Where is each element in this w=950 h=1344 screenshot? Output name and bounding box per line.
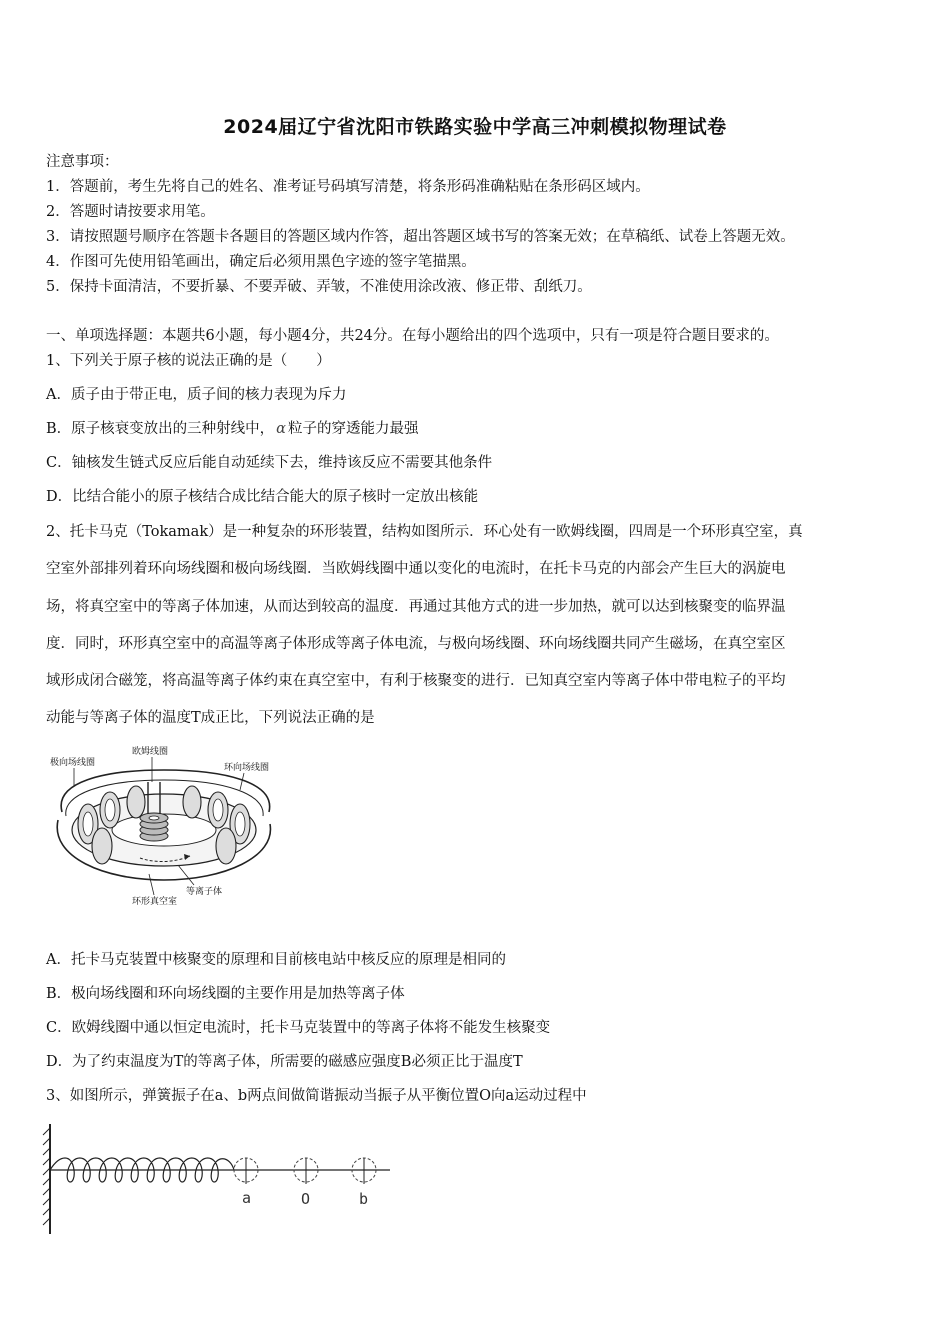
label-poloidal-coil: 极向场线圈 [50, 758, 96, 768]
point-label-a: a [242, 1189, 252, 1207]
q2-option-d: D．为了约束温度为T的等离子体，所需要的磁感应强度B必须正比于温度T [46, 1054, 523, 1070]
q1-option-d: D．比结合能小的原子核结合成比结合能大的原子核时一定放出核能 [46, 489, 479, 505]
label-toroidal-coil: 环向场线圈 [224, 763, 270, 773]
question-2-stem-line: 空室外部排列着环向场线圈和极向场线圈．当欧姆线圈中通以变化的电流时，在托卡马克的内部会产生巨大的涡旋电 [46, 561, 786, 577]
q1-option-b [46, 419, 418, 439]
q1-option-b-text: B．原子核衰变放出的三种射线中， [46, 421, 275, 437]
point-label-o: O [301, 1190, 311, 1208]
q1-option-b-tail: 粒子的穿透能力最强 [287, 421, 419, 437]
notice-item: 1．答题前，考生先将自己的姓名、准考证号码填写清楚，将条形码准确粘贴在条形码区域内。 [46, 179, 650, 195]
question-1-stem: 1、下列关于原子核的说法正确的是（ ） [46, 353, 331, 369]
question-2-stem-line: 度．同时，环形真空室中的高温等离子体形成等离子体电流，与极向场线圈、环向场线圈共同产生磁场，在真空室区 [46, 636, 786, 652]
question-3-stem: 3、如图所示，弹簧振子在a、b两点间做简谐振动当振子从平衡位置O向a运动过程中 [46, 1088, 587, 1104]
section-heading: 一、单项选择题：本题共6小题，每小题4分，共24分。在每小题给出的四个选项中，只有一项是符合题目要求的。 [46, 328, 779, 344]
notice-item: 4．作图可先使用铅笔画出，确定后必须用黑色字迹的签字笔描黑。 [46, 254, 476, 270]
page-title: 2024届辽宁省沈阳市铁路实验中学高三冲刺模拟物理试卷 [223, 116, 727, 138]
label-vacuum-chamber: 环形真空室 [132, 897, 178, 907]
q1-option-a: A．质子由于带正电，质子间的核力表现为斥力 [46, 387, 347, 403]
alpha-symbol: α [276, 421, 286, 437]
label-plasma: 等离子体 [186, 887, 223, 897]
q2-option-b: B．极向场线圈和环向场线圈的主要作用是加热等离子体 [46, 986, 405, 1002]
point-label-b: b [359, 1190, 369, 1208]
q1-option-c: C．铀核发生链式反应后能自动延续下去，维持该反应不需要其他条件 [46, 455, 493, 471]
notice-heading: 注意事项： [46, 154, 119, 170]
notice-item: 3．请按照题号顺序在答题卡各题目的答题区域内作答，超出答题区域书写的答案无效；在草稿纸、试卷上答题无效。 [46, 229, 795, 245]
q2-option-c: C．欧姆线圈中通以恒定电流时，托卡马克装置中的等离子体将不能发生核聚变 [46, 1020, 551, 1036]
label-ohmic-coil: 欧姆线圈 [132, 747, 169, 757]
question-2-stem-line: 场，将真空室中的等离子体加速，从而达到较高的温度．再通过其他方式的进一步加热，就可以达到核聚变的临界温 [46, 599, 786, 615]
q2-option-a: A．托卡马克装置中核聚变的原理和目前核电站中核反应的原理是相同的 [46, 952, 506, 968]
notice-item: 2．答题时请按要求用笔。 [46, 204, 215, 220]
spring-oscillator-figure [38, 1118, 398, 1240]
question-2-stem-line: 域形成闭合磁笼，将高温等离子体约束在真空室中，有利于核聚变的进行．已知真空室内等离子体中带电粒子的平均 [46, 673, 786, 689]
question-2-stem-line: 动能与等离子体的温度T成正比，下列说法正确的是 [46, 710, 375, 726]
notice-item: 5．保持卡面清洁，不要折暴、不要弄破、弄皱，不准使用涂改液、修正带、刮纸刀。 [46, 279, 592, 295]
question-2-stem-line: 2、托卡马克（Tokamak）是一种复杂的环形装置，结构如图所示．环心处有一欧姆线圈，四周是一个环形真空室，真 [46, 524, 803, 540]
tokamak-figure [44, 742, 284, 912]
